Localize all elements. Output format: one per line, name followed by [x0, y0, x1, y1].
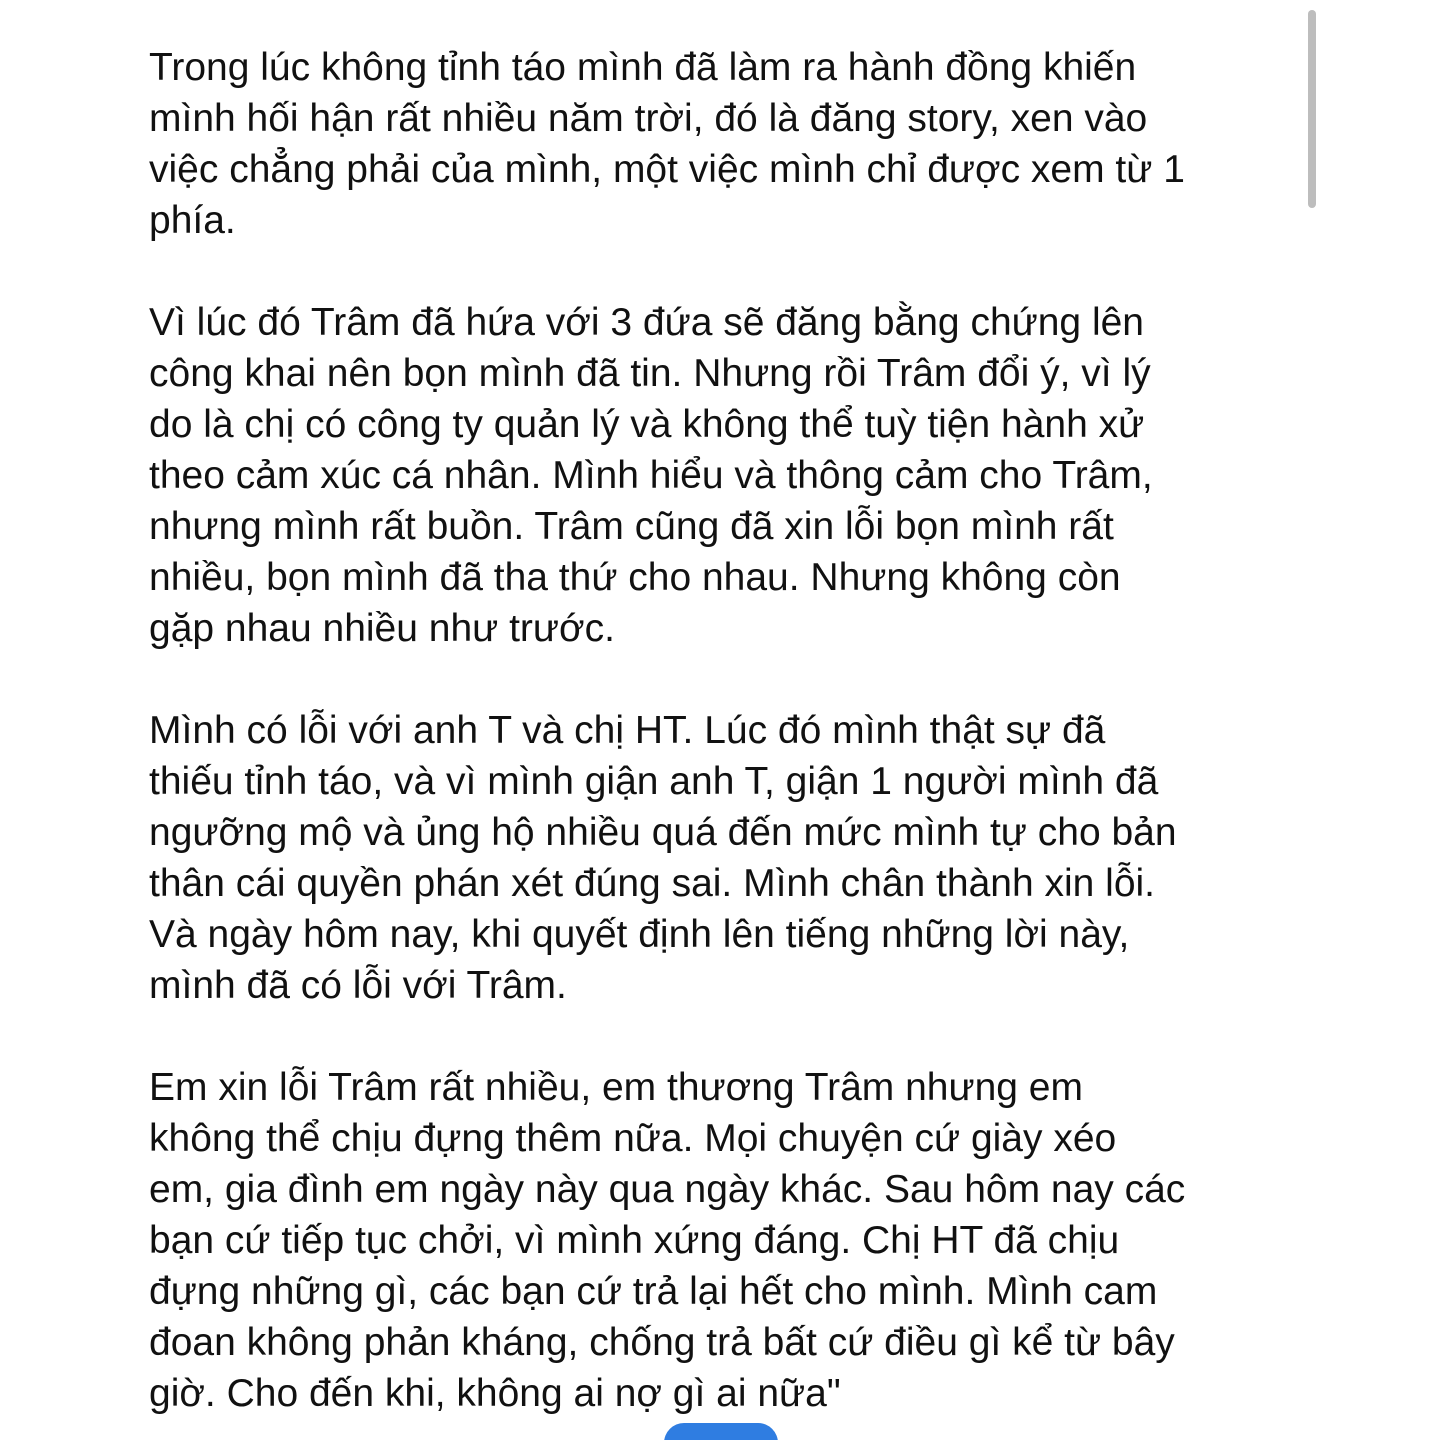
text-line: nhưng mình rất buồn. Trâm cũng đã xin lỗi bọn mình rất [149, 505, 1114, 548]
text-line: Trong lúc không tỉnh táo mình đã làm ra hành đồng khiến [149, 46, 1137, 89]
note-body[interactable] [149, 42, 1309, 1440]
text-line: phía. [149, 199, 236, 242]
paragraph-3 [149, 705, 1309, 1011]
bottom-action-pill[interactable] [664, 1423, 778, 1440]
text-line: việc chẳng phải của mình, một việc mình chỉ được xem từ 1 [149, 148, 1185, 191]
text-line: mình đã có lỗi với Trâm. [149, 964, 567, 1007]
text-line: do là chị có công ty quản lý và không thể tuỳ tiện hành xử [149, 403, 1145, 446]
text-line: giờ. Cho đến khi, không ai nợ gì ai nữa" [149, 1372, 841, 1415]
text-line: thân cái quyền phán xét đúng sai. Mình chân thành xin lỗi. [149, 862, 1156, 905]
paragraph-4 [149, 1062, 1309, 1419]
text-line: đựng những gì, các bạn cứ trả lại hết cho mình. Mình cam [149, 1270, 1158, 1313]
text-line: thiếu tỉnh táo, và vì mình giận anh T, giận 1 người mình đã [149, 760, 1159, 803]
text-line: mình hối hận rất nhiều năm trời, đó là đăng story, xen vào [149, 97, 1148, 140]
text-line: đoan không phản kháng, chống trả bất cứ điều gì kể từ bây [149, 1321, 1175, 1364]
paragraph-1 [149, 42, 1309, 246]
text-line: Và ngày hôm nay, khi quyết định lên tiếng những lời này, [149, 913, 1130, 956]
text-line: công khai nên bọn mình đã tin. Nhưng rồi Trâm đổi ý, vì lý [149, 352, 1151, 395]
text-line: ngưỡng mộ và ủng hộ nhiều quá đến mức mình tự cho bản [149, 811, 1177, 854]
paragraph-2 [149, 297, 1309, 654]
text-line: Vì lúc đó Trâm đã hứa với 3 đứa sẽ đăng bằng chứng lên [149, 301, 1144, 344]
text-line: theo cảm xúc cá nhân. Mình hiểu và thông cảm cho Trâm, [149, 454, 1153, 497]
scrollbar-thumb[interactable] [1308, 10, 1316, 208]
text-line: nhiều, bọn mình đã tha thứ cho nhau. Nhưng không còn [149, 556, 1121, 599]
text-line: bạn cứ tiếp tục chởi, vì mình xứng đáng. Chị HT đã chịu [149, 1219, 1120, 1262]
text-line: Em xin lỗi Trâm rất nhiều, em thương Trâm nhưng em [149, 1066, 1083, 1109]
text-line: không thể chịu đựng thêm nữa. Mọi chuyện cứ giày xéo [149, 1117, 1117, 1160]
text-line: em, gia đình em ngày này qua ngày khác. Sau hôm nay các [149, 1168, 1186, 1211]
text-line: Mình có lỗi với anh T và chị HT. Lúc đó mình thật sự đã [149, 709, 1106, 752]
text-line: gặp nhau nhiều như trước. [149, 607, 615, 650]
